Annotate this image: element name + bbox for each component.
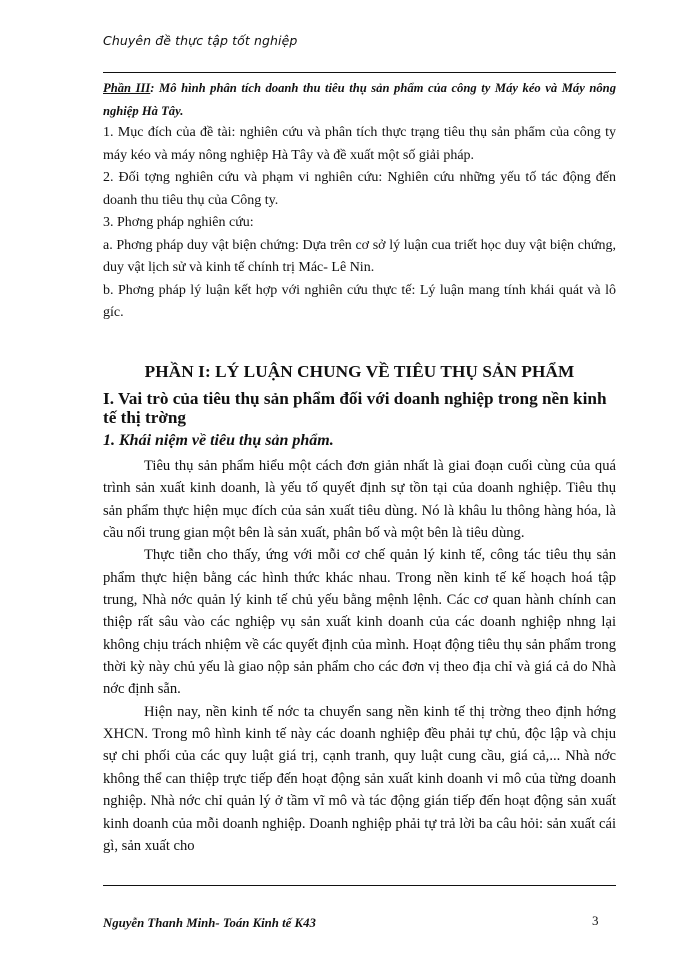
page-number: 3 [592,913,599,928]
header-divider [103,72,616,73]
intro-line-4: a. Phơng pháp duy vật biện chứng: Dựa trên cơ sở lý luận cua triết học duy vật biện chứng, duy vật lịch sử và kinh tế chính trị Mác- Lê Nin. [103,237,616,275]
footer-author: Nguyễn Thanh Minh- Toán Kinh tế K43 [103,916,316,930]
footer-divider [103,885,616,886]
intro-line-3: 3. Phơng pháp nghiên cứu: [103,215,254,230]
part3-label: Phần III [103,81,151,95]
part3-line [103,77,616,122]
section1-heading: I. Vai trò của tiêu thụ sản phẩm đối với doanh nghiệp trong nền kinh tế thị trờng [103,389,607,427]
part1-heading: PHẦN I: LÝ LUẬN CHUNG VỀ TIÊU THỤ SẢN PHẨM [144,362,575,381]
intro-line-2: 2. Đối tợng nghiên cứu và phạm vi nghiên cứu: Nghiên cứu những yếu tố tác động đến doanh thu tiêu thụ của Công ty. [103,170,616,208]
paragraph: Hiện nay, nền kinh tế nớc ta chuyển sang nền kinh tế thị trờng theo định hớng XHCN. Trong mô hình kinh tế này các doanh nghiệp đều phải tự chủ, độc lập và chịu sự chi phối của các quy luật giá trị, cạnh tranh, quy luật cung cầu, giá cả,... Nhà nớc không thể can thiệp trực tiếp đến hoạt động sản xuất kinh doanh vi mô của từng doanh nghiệp. Nhà nớc chỉ quản lý ở tầm vĩ mô và tác động gián tiếp đến hoạt động sản xuất kinh doanh của mỗi doanh nghiệp. Doanh nghiệp phải tự trả lời ba câu hỏi: sản xuất cái gì, sản xuất cho [103,703,616,854]
intro-block [103,77,616,325]
body-text [103,455,616,857]
running-header: Chuyên đề thực tập tốt nghiệp [103,33,298,48]
part3-text: : Mô hình phân tích doanh thu tiêu thụ sản phẩm của công ty Máy kéo và Máy nông nghiệp Hà Tây. [103,81,616,118]
intro-line-1: 1. Mục đích của đề tài: nghiên cứu và phân tích thực trạng tiêu thụ sản phẩm của công ty máy kéo và máy nông nghiệp Hà Tây và đề xuất một số giải pháp. [103,125,616,163]
paragraph: Thực tiễn cho thấy, ứng với mỗi cơ chế quản lý kinh tế, công tác tiêu thụ sản phẩm thực hiện bằng các hình thức khác nhau. Trong nền kinh tế kế hoạch hoá tập trung, Nhà nớc quản lý kinh tế chủ yếu bằng mệnh lệnh. Các cơ quan hành chính can thiệp rất sâu vào các nghiệp vụ sản xuất kinh doanh của các doanh nghiệp nhng lại không chịu trách nhiệm về các quyết định của mình. Hoạt động tiêu thụ sản phẩm trong thời kỳ này chủ yếu là giao nộp sản phẩm cho các đơn vị theo địa chỉ và giá cả do Nhà nớc định sẵn. [103,547,616,698]
intro-line-5: b. Phơng pháp lý luận kết hợp với nghiên cứu thực tế: Lý luận mang tính khái quát và lô gíc. [103,282,616,320]
paragraph: Tiêu thụ sản phẩm hiểu một cách đơn giản nhất là giai đoạn cuối cùng của quá trình sản xuất kinh doanh, là yếu tố quyết định sự tồn tại của doanh nghiệp. Tiêu thụ sản phẩm thực hiện mục đích của sản xuất tiêu dùng. Nó là khâu lu thông hàng hóa, là cầu nối trung gian một bên là sản xuất, phân bố và một bên là tiêu dùng. [103,458,616,542]
subsection1-heading: 1. Khái niệm về tiêu thụ sản phẩm. [103,432,334,449]
